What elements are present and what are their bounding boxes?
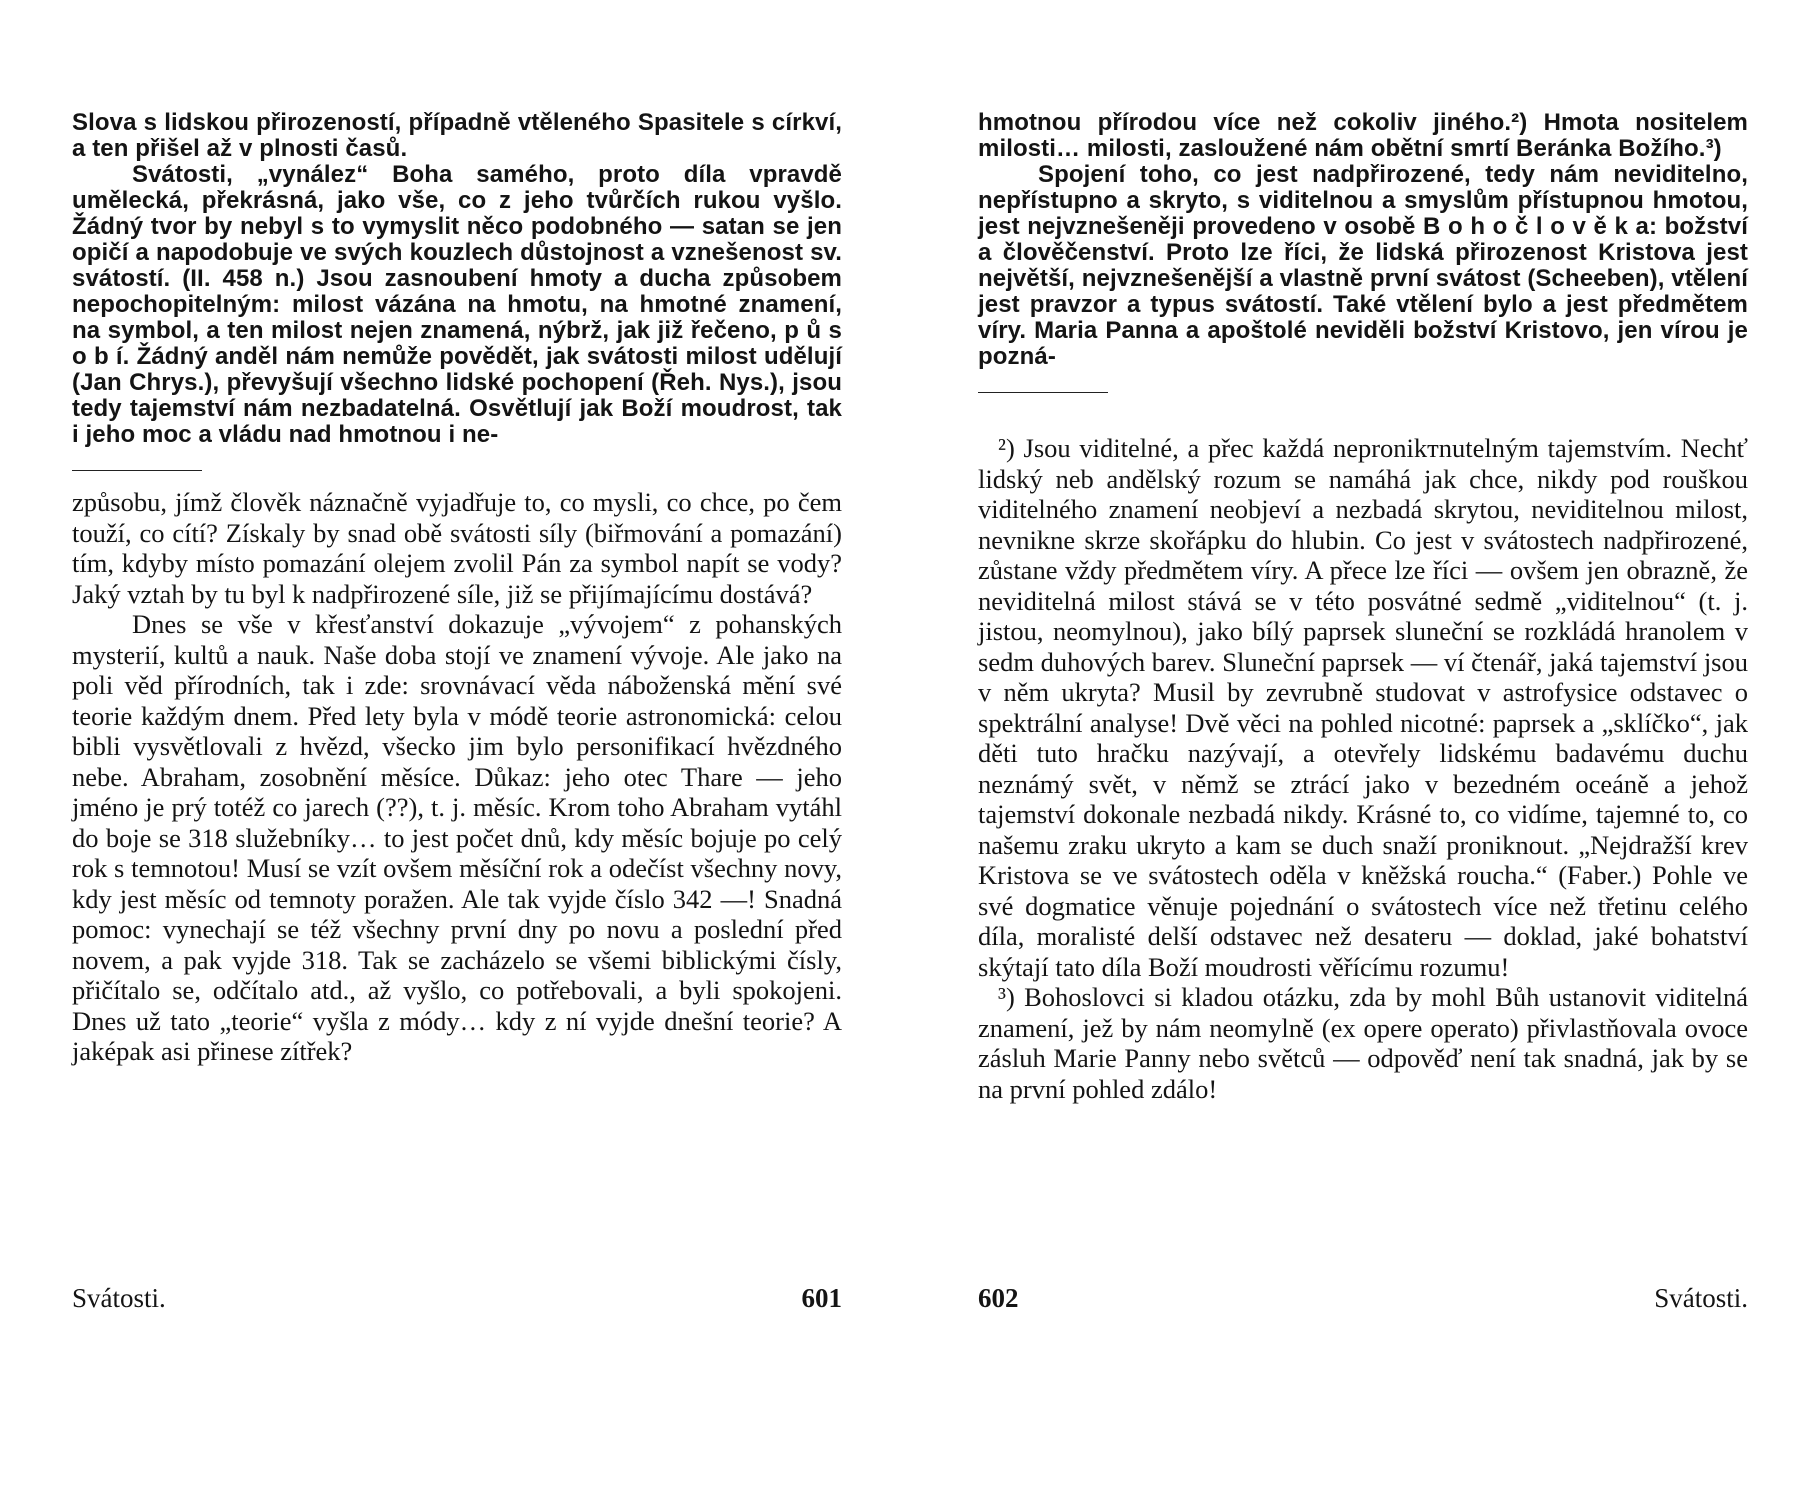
footnote-3: ³) Bohoslovci si kladou otázku, zda by mohl Bůh ustanovit viditelná znamení, jež by nám neomylně (ex opere operato) přivlastňovala ovoce zásluh Marie Panny nebo světců — odpověď není tak snadná, jak by se na první pohled zdálo! xyxy=(978,982,1748,1104)
right-footnotes xyxy=(978,433,1748,1104)
left-page-footer xyxy=(72,1283,842,1319)
left-footnote-paragraph-2: Dnes se vše v křesťanství dokazuje „vývojem“ z pohanských mysterií, kultů a nauk. Naše doba stojí ve znamení vývoje. Ale jako na poli věd přírodních, tak i zde: srovnávací věda náboženská mění své teorie každým dnem. Před lety byla v módě teorie astronomická: celou bibli vysvětlovali z hvězd, všecko jim bylo personifikací hvězdného nebe. Abraham, zosobnění měsíce. Důkaz: jeho otec Thare — jeho jméno je prý totéž co jarech (??), t. j. měsíc. Krom toho Abraham vytáhl do boje se 318 služebníky… to jest počet dnů, kdy měsíc bojuje po celý rok s temnotou! Musí se vzít ovšem měsíční rok a odečíst všechny novy, kdy jest měsíc od temnoty poražen. Ale tak vyjde číslo 342 —! Snadná pomoc: vynechají se též všechny první dny po novu a poslední před novem, a pak vyjde 318. Tak se zacházelo se všemi biblickými čísly, přičítalo se, odčítalo atd., až vyšlo, co potřebovali, a byli spokojeni. Dnes už tato „teorie“ vyšla z módy… kdy z ní vyjde dnešní teorie? A jaképak asi přinese zítřek? xyxy=(72,609,842,1066)
right-page-footer xyxy=(978,1283,1748,1319)
right-page-number: 602 xyxy=(978,1283,1019,1313)
left-body-paragraph-2: Svátosti, „vynález“ Boha samého, proto díla vpravdě umělecká, překrásná, jako vše, co z jeho tvůrčích rukou vyšlo. Žádný tvor by nebyl s to vymyslit něco podobného — satan se jen opičí a napodobuje ve svých kouzlech důstojnost a vznešenost sv. svátostí. (II. 458 n.) Jsou zasnoubení hmoty a ducha způsobem nepochopitelným: milost vázána na hmotu, na hmotné znamení, na symbol, a ten milost nejen znamená, nýbrž, jak již řečeno, p ů s o b í. Žádný anděl nám nemůže povědět, jak svátosti milost udělují (Jan Chrys.), převyšují všechno lidské pochopení (Řeh. Nys.), jsou tedy tajemství nám nezbadatelná. Osvětlují jak Boží moudrost, tak i jeho moc a vládu nad hmotnou i ne- xyxy=(72,161,842,448)
right-body-paragraph-2: Spojení toho, co jest nadpřirozené, tedy nám neviditelno, nepřístupno a skryto, s viditelnou a smyslům přístupnou hmotou, jest nejvznešeněji provedeno v osobě B o h o č l o v ě k a: božství a člověčenství. Proto lze říci, že lidská přirozenost Kristova jest největší, nejvznešenější a vlastně první svátost (Scheeben), vtělení jest pravzor a typus svátostí. Také vtělení bylo a jest předmětem víry. Maria Panna a apoštolé neviděli božství Kristovo, jen vírou je pozná- xyxy=(978,161,1748,370)
left-main-text xyxy=(72,110,842,448)
left-page xyxy=(72,110,842,1440)
right-running-head: Svátosti. xyxy=(1654,1283,1748,1313)
right-footnote-separator xyxy=(978,392,1108,393)
left-running-head: Svátosti. xyxy=(72,1283,166,1313)
left-footnote-separator xyxy=(72,470,202,471)
right-main-text xyxy=(978,110,1748,370)
footnote-2: ²) Jsou viditelné, a přec každá nepronikтnutelným tajemstvím. Nechť lidský neb andělský rozum se namáhá jak chce, nikdy pod rouškou viditelného znamení neobjeví a nezbadá skrytou, neviditelnou milost, nevnikne skrze skořápku do hlubin. Co jest v svátostech nadpřirozené, zůstane vždy předmětem víry. A přece lze říci — ovšem jen obrazně, že neviditelná milost stává se v této posvátné sedmě „viditelnou“ (t. j. jistou, neomylnou), jako bílý paprsek sluneční se rozkládá hranolem v sedm duhových barev. Sluneční paprsek — ví čtenář, jaká tajemství jsou v něm ukryta? Musil by zevrubně studovat v astrofysice odstavec o spektrální analyse! Dvě věci na pohled nicotné: paprsek a „sklíčko“, jak děti tuto hračku nazývají, a otevřely lidskému badavému duchu neznámý svět, v němž se ztrácí jako v bezedném oceáně a jehož tajemství dokonale nezbadá nikdy. Krásné to, co vidíme, tajemné to, co našemu zraku ukryto a kam se duch snaží proniknout. „Nejdražší krev Kristova se ve svátostech oděla v kněžská roucha.“ (Faber.) Pohle ve své dogmatice věnuje pojednání o svátostech více než třetinu celého díla, moralisté delší odstavec než desateru — doklad, jaké bohatství skýtají tato díla Boží moudrosti věřícímu rozumu! xyxy=(978,433,1748,982)
left-footnotes xyxy=(72,487,842,1067)
left-page-number: 601 xyxy=(801,1283,842,1313)
right-page xyxy=(978,110,1748,1440)
right-body-paragraph-1: hmotnou přírodou více než cokoliv jiného.²) Hmota nositelem milosti… milosti, zasloužené nám obětní smrtí Beránka Božího.³) xyxy=(978,109,1748,162)
left-footnote-paragraph-1: způsobu, jímž člověk náznačně vyjadřuje to, co mysli, co chce, po čem touží, co cítí? Získaly by snad obě svátosti síly (biřmování a pomazání) tím, kdyby místo pomazání olejem zvolil Pán za symbol napít se vody? Jaký vztah by tu byl k nadpřirozené síle, již se přijímajícímu dostává? xyxy=(72,487,842,609)
left-body-paragraph-1: Slova s lidskou přirozeností, případně vtěleného Spasitele s církví, a ten přišel až v plnosti časů. xyxy=(72,109,842,162)
